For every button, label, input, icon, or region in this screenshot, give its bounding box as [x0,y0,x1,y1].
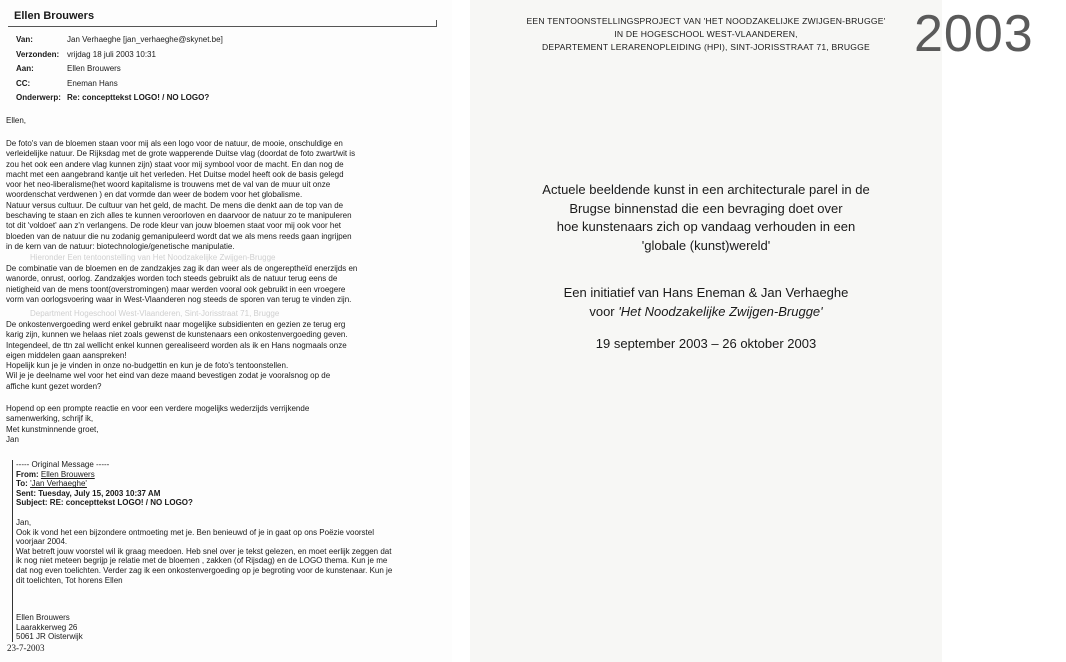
poster-description: Actuele beeldende kunst in een architecturale parel in de Brugse binnenstad die een bevraging doet over hoe kunstenaars zich op vandaag verhouden in een 'globale (kunst)wereld' [542,182,870,253]
email-printout [0,0,452,662]
printed-date: 23-7-2003 [7,643,45,653]
field-subject: Onderwerp: Re: concepttekst LOGO! / NO LOGO? [16,93,210,102]
signature-street: Laarakkerweg 26 [16,622,78,632]
field-cc: CC: Eneman Hans [16,78,118,88]
year-label: 2003 [914,5,1034,63]
header-divider [8,26,436,27]
poster-initiative: Een initiatief van Hans Eneman & Jan Verhaeghe voor 'Het Noodzakelijke Zwijgen-Brugge' [563,285,849,319]
poster-dates: 19 september 2003 – 26 oktober 2003 [595,336,817,351]
field-sent: Verzonden: vrijdag 18 juli 2003 10:31 [16,49,156,59]
email-greeting: Ellen, [6,116,27,125]
email-header-fields [16,33,223,106]
poster-header: EEN TENTOONSTELLINGSPROJECT VAN 'HET NOODZAKELIJKE ZWIJGEN-BRUGGE' IN DE HOGESCHOOL WEST-VLAANDEREN, DEPARTEMENT LERARENOPLEIDING (HPI), SINT-JORISSTRAAT 71, BRUGGE [526,16,886,52]
header-divider-tick [436,20,437,27]
email-paragraph-2: De combinatie van de bloemen en de zandzakjes zag ik dan weer als de ongereptheïd enerzijds en wanorde, onrust, oorlog. Zandzakjes worden toch steeds gebruikt als de natuur terug eens de nietigheid van de mens toont(overstromingen) maar werden vooral ook gebruikt in een vroegere vorm van oorlogsvoering waar in West-Vlaanderen nog steeds de sporen van terug te vinden zijn. [6,264,358,304]
exhibition-poster [470,0,942,662]
bleed-through-text: Department Hogeschool West-Vlaanderen, Sint-Jorisstraat 71, Brugge [30,309,280,318]
signature-city: 5061 JR Oisterwijk [16,632,83,642]
field-from: Van: Jan Verhaeghe [jan_verhaeghe@skynet.be] [16,35,223,44]
email-closing: Hopend op een prompte reactie en voor een verdere mogelijks wederzijds verrijkende samenwerking, schrijf ik, Met kunstminnende groet, Jan [6,404,310,444]
original-from-link[interactable]: Ellen Brouwers [40,469,95,479]
original-from: From: Ellen Brouwers [16,469,95,479]
original-subject: Subject: RE: concepttekst LOGO! / NO LOGO? [16,498,193,508]
bleed-through-text: Hieronder Een tentoonstelling van Het Noodzakelijke Zwijgen-Brugge [30,253,276,262]
email-paragraph-1: De foto's van de bloemen staan voor mij als een logo voor de natuur, de mooie, onschuldige en verleidelijke natuur. De Rijksdag met de grote wapperende Duitse vlag (doordat de foto zwart/wit is zou het ook een andere vlag kunnen zijn) staat voor mij symbool voor de macht. En dan nog de macht met een aangebrand kantje uit het verleden. Het Duitse model heeft ook de basis gelegd voor het neo-liberalisme(het woord kapitalisme is trouwens met de val van de muur uit onze woordenschat verdwenen ) en dat vormde dan weer de bodem voor het globalisme. Natuur versus cultuur. De cultuur van het geld, de macht. De mens die denkt aan de top van de beschaving te staan en zich alles te kunnen veroorloven en daarvoor de natuur zo te manipuleren tot dit 'voldoet' aan z'n verlangens. De rode kleur van jouw bloemen staat voor mij ook voor het bloeden van de natuur die nu zodanig gemanipuleerd wordt dat we als mens reeds gaan ingrijpen in de kern van de natuur: biotechnologie/genetische manipulatie. [6,139,356,251]
original-message: ----- Original Message ----- From: Ellen Brouwers To: 'Jan Verhaeghe' Sent: Tuesday, July 15, 2003 10:37 AM Subject: RE: concepttekst LOGO! / NO LOGO? Jan, Ook ik vond het een bijzondere ontmoeting met je. Ben benieuwd of je in gaat op ons Poëzie voorstel voorjaar 2004. Wat betreft jouw voorstel wil ik graag meedoen. Heb snel over je tekst gelezen, en moet eerlijk zeggen dat ik nog niet meteen begrijp je relatie met de bloemen , zakken (of Rijsdag) en de LOGO thema. Kun je me dat nog even toelichten. Verder zag ik een onkostenvergoeding op je begroting voor de kunstenaar. Kun je dit toelichten, Tot horens Ellen Ellen Brouwers Laarakkerweg 26 5061 JR Oisterwijk [12,460,450,642]
year-margin [942,0,1066,662]
signature-name: Ellen Brouwers [16,613,70,623]
email-sender-name: Ellen Brouwers [14,10,95,22]
original-to-link[interactable]: 'Jan Verhaeghe' [30,479,87,489]
email-paragraph-3: De onkostenvergoeding werd enkel gebruikt naar mogelijke subsidienten en gezien ze terug erg karig zijn, kunnen we helaas niet zoals gewenst de kunstenaars een onkostenvergoeding geven. Integendeel, de ttn zal wellicht enkel kunnen gerealiseerd worden als ik en Hans nogmaals onze eigen middelen gaan aanspreken! Hopelijk kun je je vinden in onze no-budgettin en kun je de foto's tentoonstellen. Wil je je deelname wel voor het eind van deze maand bevestigen zodat je vooralsnog op de affiche kunt gezet worden? [6,320,348,391]
original-sent: Sent: Tuesday, July 15, 2003 10:37 AM [16,488,161,498]
original-to: To: 'Jan Verhaeghe' [16,479,87,489]
original-message-marker: ----- Original Message ----- [16,460,110,469]
field-to: Aan: Ellen Brouwers [16,64,121,73]
original-greeting: Jan, [16,517,32,527]
